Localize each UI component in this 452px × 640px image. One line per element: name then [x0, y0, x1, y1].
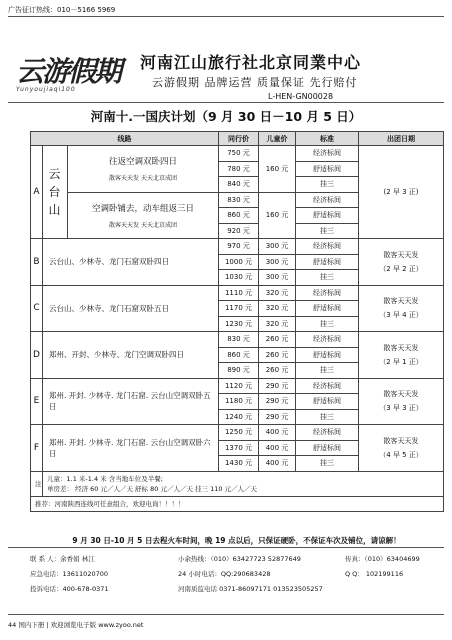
standard-cell: 经济标间 [296, 146, 359, 162]
standard-cell: 挂三 [296, 316, 359, 332]
standard-cell: 经济标间 [296, 239, 359, 255]
price-cell: 970 元 [219, 239, 259, 255]
child-price-cell: 290 元 [259, 409, 296, 425]
destination-name [43, 146, 68, 239]
price-cell: 830 元 [219, 332, 259, 348]
header-divider [8, 102, 444, 103]
price-cell: 920 元 [219, 223, 259, 239]
header-price: 同行价 [219, 132, 259, 146]
date-schedule: 散客天天发 [383, 390, 419, 399]
group-letter: D [31, 332, 43, 379]
group-letter: E [31, 378, 43, 425]
price-cell: 750 元 [219, 146, 259, 162]
table-row [31, 285, 444, 301]
child-price-cell: 400 元 [259, 425, 296, 441]
group-letter: B [31, 239, 43, 286]
footer-divider [8, 614, 444, 615]
price-cell: 860 元 [219, 208, 259, 224]
date-schedule: 散客天天发 [383, 436, 419, 445]
child-price-cell: 320 元 [259, 285, 296, 301]
note-label: 注 [31, 471, 43, 496]
group-letter: F [31, 425, 43, 472]
route-name: 郑州. 开封. 少林寺. 龙门石窟. 云台山空调双卧六日 [43, 425, 219, 472]
standard-cell: 经济标间 [296, 378, 359, 394]
logo-text: 云游假期 [16, 55, 121, 88]
standard-cell: 挂三 [296, 363, 359, 379]
slogan: 云游假期 品牌运营 质量保证 先行赔付 [152, 76, 358, 89]
child-price-cell: 290 元 [259, 378, 296, 394]
price-cell: 1370 元 [219, 440, 259, 456]
recommend-row [31, 496, 444, 511]
page-footer: 44 国内下册 | 欢迎浏览电子版 www.zyoo.net [8, 621, 144, 629]
contact-item: 投诉电话：400-678-0371 [30, 585, 109, 593]
price-cell: 1000 元 [219, 254, 259, 270]
route-a1 [68, 146, 219, 193]
recommend-text: 推荐：河南陕西连线可任意组合，欢迎电询！！！！ [31, 496, 444, 511]
table-row [31, 378, 444, 394]
child-price-cell: 400 元 [259, 456, 296, 472]
price-cell: 1030 元 [219, 270, 259, 286]
standard-cell: 舒适标间 [296, 394, 359, 410]
date-meals: （3 早 4 正） [379, 311, 423, 320]
price-cell: 1120 元 [219, 378, 259, 394]
standard-cell: 挂三 [296, 456, 359, 472]
date-meals: （3 早 3 正） [379, 404, 423, 413]
route-subtitle: 散客天天发 天天北京成团 [109, 221, 177, 229]
note-child: 儿童：1.1 米-1.4 米 含当地车位及半餐; [47, 474, 163, 483]
date-meals: （2 早 1 正） [379, 357, 423, 366]
price-cell: 1110 元 [219, 285, 259, 301]
contact-item: 传真：（010）63404699 [345, 555, 420, 563]
date-cell [359, 378, 444, 425]
standard-cell: 挂三 [296, 177, 359, 193]
header-route: 线路 [31, 132, 219, 146]
header-standard: 标准 [296, 132, 359, 146]
table-row [31, 425, 444, 441]
date-meals: （4 早 5 正） [379, 450, 423, 459]
standard-cell: 经济标间 [296, 285, 359, 301]
route-a2 [68, 192, 219, 239]
price-cell: 860 元 [219, 347, 259, 363]
group-letter: A [31, 146, 43, 239]
note-content [43, 471, 444, 496]
price-cell: 830 元 [219, 192, 259, 208]
contact-item: 河南质监电话 0371-86097171 013523505257 [178, 585, 323, 593]
top-divider [8, 16, 444, 17]
ad-hotline: 广告征订热线：010－5166 5969 [8, 6, 116, 14]
standard-cell: 挂三 [296, 223, 359, 239]
name-char: 云 [48, 167, 62, 181]
date-cell [359, 285, 444, 332]
price-cell: 780 元 [219, 161, 259, 177]
license-number: L-HEN-GN00028 [268, 92, 334, 101]
route-name: 郑州、开封、少林寺、龙门空调双卧四日 [43, 332, 219, 379]
price-cell: 890 元 [219, 363, 259, 379]
child-price-cell: 290 元 [259, 394, 296, 410]
price-cell: 840 元 [219, 177, 259, 193]
price-cell: 1430 元 [219, 456, 259, 472]
child-price-cell: 300 元 [259, 254, 296, 270]
child-price-cell: 300 元 [259, 270, 296, 286]
contact-item: 应急电话：13611020700 [30, 570, 108, 578]
child-price-cell: 320 元 [259, 301, 296, 317]
child-price-cell: 300 元 [259, 239, 296, 255]
price-cell: 1230 元 [219, 316, 259, 332]
standard-cell: 挂三 [296, 409, 359, 425]
date-cell [359, 239, 444, 286]
date-meals: （2 早 2 正） [379, 264, 423, 273]
standard-cell: 经济标间 [296, 425, 359, 441]
group-letter: C [31, 285, 43, 332]
header-child-price: 儿童价 [259, 132, 296, 146]
route-title: 往返空调双卧四日 [108, 157, 177, 168]
route-name: 郑州. 开封. 少林寺. 龙门石窟. 云台山空调双卧五日 [43, 378, 219, 425]
price-cell: 1170 元 [219, 301, 259, 317]
route-subtitle: 散客天天发 天天北京成团 [109, 175, 177, 183]
child-price-cell: 160 元 [259, 146, 296, 193]
child-price-cell: 260 元 [259, 363, 296, 379]
child-price-cell: 260 元 [259, 332, 296, 348]
price-cell: 1240 元 [219, 409, 259, 425]
child-price-cell: 160 元 [259, 192, 296, 239]
standard-cell: 经济标间 [296, 192, 359, 208]
table-row [31, 332, 444, 348]
notice-divider [8, 547, 444, 548]
contact-item: 联 系 人：余香娟 林江 [30, 555, 95, 563]
company-name: 河南江山旅行社北京同業中心 [140, 53, 362, 72]
table-row [31, 146, 444, 162]
name-char: 台 [48, 185, 62, 199]
train-notice: 9 月 30 日-10 月 5 日去程火车时间，晚 19 点以后，只保证硬卧，不保证车次及铺位，请谅解！ [72, 536, 401, 545]
date-schedule: 散客天天发 [383, 297, 419, 306]
contact-item: 小余热线：（010）63427723 52877649 [178, 555, 301, 563]
date-cell [359, 332, 444, 379]
route-title: 空调卧铺去，动车组返三日 [91, 203, 194, 214]
contact-item: Q Q： 102199116 [345, 570, 404, 578]
price-cell: 1250 元 [219, 425, 259, 441]
date-schedule: 散客天天发 [383, 250, 419, 259]
standard-cell: 经济标间 [296, 332, 359, 348]
company-logo [16, 50, 131, 92]
child-price-cell: 400 元 [259, 440, 296, 456]
standard-cell: 挂三 [296, 270, 359, 286]
standard-cell: 舒适标间 [296, 161, 359, 177]
child-price-cell: 260 元 [259, 347, 296, 363]
standard-cell: 舒适标间 [296, 440, 359, 456]
route-name: 云台山、少林寺、龙门石窟双卧五日 [43, 285, 219, 332]
table-row [31, 239, 444, 255]
header-date: 出团日期 [359, 132, 444, 146]
standard-cell: 舒适标间 [296, 347, 359, 363]
contact-item: 24 小时电话：QQ:290683428 [178, 570, 271, 578]
child-price-cell: 320 元 [259, 316, 296, 332]
note-row [31, 471, 444, 496]
note-single-room: 单房差： 经济 60 元／人／天 舒标 80 元／人／天 挂三 110 元／人／天 [47, 484, 258, 493]
itinerary-table [30, 131, 444, 512]
date-cell: (2 早 3 正) [359, 146, 444, 239]
name-char: 山 [48, 203, 62, 217]
route-name: 云台山、少林寺、龙门石窟双卧四日 [43, 239, 219, 286]
date-schedule: 散客天天发 [383, 343, 419, 352]
standard-cell: 舒适标间 [296, 301, 359, 317]
standard-cell: 舒适标间 [296, 254, 359, 270]
date-cell [359, 425, 444, 472]
plan-title: 河南十.一国庆计划（9 月 30 日－10 月 5 日） [90, 109, 362, 124]
price-cell: 1180 元 [219, 394, 259, 410]
standard-cell: 舒适标间 [296, 208, 359, 224]
logo-pinyin: Yunyoujiaqi100 [16, 86, 76, 93]
